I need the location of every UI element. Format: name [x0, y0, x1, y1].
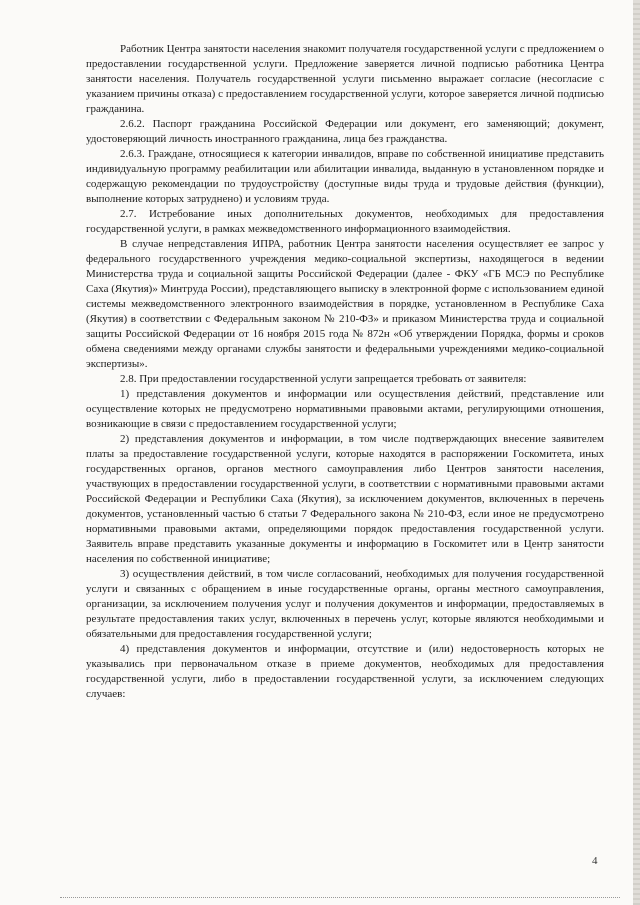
paragraph: 1) представления документов и информации или осуществления действий, представление или осуществление которых не предусмотрено нормативными правовыми актами, регулирующими отношения, возникающие в связи с предоставлением государственной услуги;	[86, 388, 604, 430]
paragraph: 2.6.2. Паспорт гражданина Российской Федерации или документ, его заменяющий; документ, удостоверяющий личность иностранного гражданина, лица без гражданства.	[86, 118, 604, 145]
paragraph: 3) осуществления действий, в том числе согласований, необходимых для получения государственной услуги и связанных с обращением в иные государственные органы, органы местного самоуправления, организации, за исключением получения услуг и получения документов и информации, предоставляемых в результате предоставления таких услуг, включенных в перечень услуг, которые являются необходимыми и обязательными для предоставления государственной услуги;	[86, 568, 604, 640]
paragraph: 4) представления документов и информации, отсутствие и (или) недостоверность которых не указывались при первоначальном отказе в приеме документов, необходимых для предоставления государственной услуги, либо в предоставлении государственной услуги, за исключением следующих случаев:	[86, 643, 604, 700]
paragraph: 2.8. При предоставлении государственной услуги запрещается требовать от заявителя:	[120, 373, 527, 385]
page-number: 4	[592, 855, 598, 867]
paragraph: 2.7. Истребование иных дополнительных документов, необходимых для предоставления государственной услуги, в рамках межведомственного информационного взаимодействия.	[86, 208, 604, 235]
paragraph: Работник Центра занятости населения знакомит получателя государственной услуги с предложением о предоставлении государственной услуги. Предложение заверяется личной подписью работника Центра занятости населения. Получатель государственной услуги письменно выражает согласие (несогласие с указанием причины отказа) с предоставлением государственной услуги, которое заверяется личной подписью гражданина.	[86, 43, 604, 115]
scan-bottom-artifact	[60, 897, 620, 899]
scan-edge	[633, 0, 640, 905]
paragraph: В случае непредставления ИПРА, работник Центра занятости населения осуществляет ее запрос у федерального государственного учреждения медико-социальной экспертизы, находящегося в ведении Министерства труда и социальной защиты Российской Федерации (далее - ФКУ «ГБ МСЭ по Республике Саха (Якутия)» Минтруда России), представляющего выписку в электронной форме с использованием единой системы межведомственного электронного взаимодействия в порядке, установленном в Республике Саха (Якутия) в соответствии с Федеральным законом № 210-ФЗ» и приказом Министерства труда и социальной защиты Российской Федерации от 16 ноября 2015 года № 872н «Об утверждении Порядка, формы и сроков обмена сведениями между органами службы занятости и федеральными учреждениями медико-социальной экспертизы».	[86, 238, 604, 370]
document-body	[86, 42, 604, 702]
paragraph: 2) представления документов и информации, в том числе подтверждающих внесение заявителем платы за предоставление государственной услуги, которые находятся в распоряжении Госкомитета, иных государственных органов, органов местного самоуправления либо Центров занятости населения, участвующих в предоставлении государственной услуги, в соответствии с нормативными правовыми актами Российской Федерации и Республики Саха (Якутия), за исключением документов, включенных в перечень документов, установленный частью 6 статьи 7 Федерального закона № 210-ФЗ, если иное не предусмотрено нормативными правовыми актами, определяющими порядок предоставления государственной услуги. Заявитель вправе представить указанные документы и информацию в Госкомитет или в Центр занятости населения по собственной инициативе;	[86, 433, 604, 565]
paragraph: 2.6.3. Граждане, относящиеся к категории инвалидов, вправе по собственной инициативе представить индивидуальную программу реабилитации или абилитации инвалида, выданную в установленном порядке и содержащую рекомендации по трудоустройству (доступные виды труда и трудовые действия (функции), выполнение которых затруднено) и условиям труда.	[86, 148, 604, 205]
